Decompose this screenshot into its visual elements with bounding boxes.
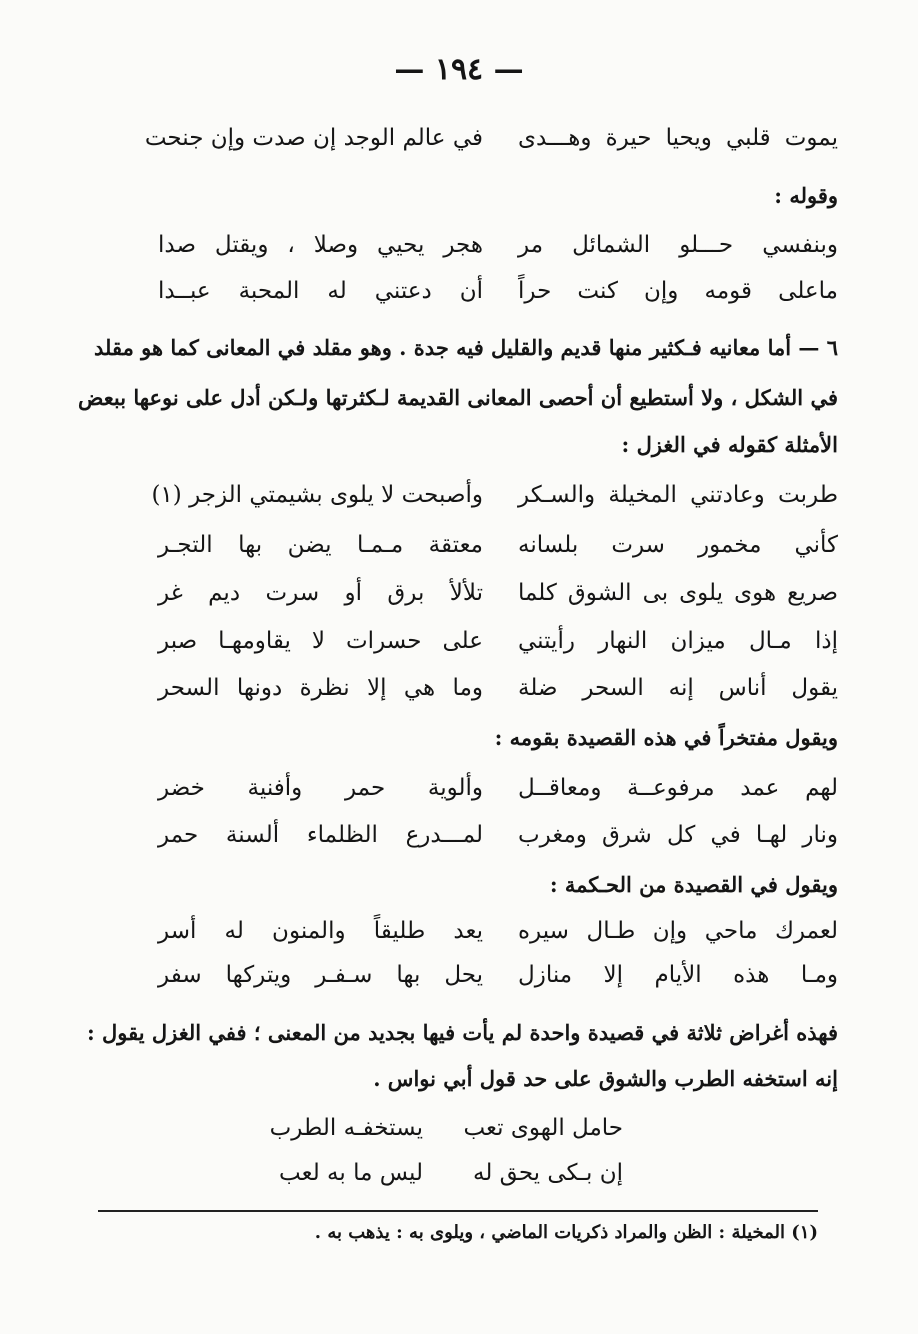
verse-line <box>278 1160 623 1200</box>
verse-line <box>158 232 838 272</box>
verse-first-hemistich: ماعلى قومه وإن كنت حراً <box>518 278 838 304</box>
verse-line <box>269 1115 623 1155</box>
verse-first-hemistich: إن بـكى يحق له <box>473 1160 623 1186</box>
verse-first-hemistich: طربت وعادتني المخيلة والسـكر <box>518 482 838 508</box>
verse-second-hemistich: يستخفـه الطرب <box>269 1115 423 1141</box>
verse-first-hemistich: لعمرك ماحي وإن طـال سيره <box>518 918 838 944</box>
verse-first-hemistich: حامل الهوى تعب <box>463 1115 623 1141</box>
verse-first-hemistich: صريع هوى يلوى بى الشوق كلما <box>518 580 838 606</box>
verse-line <box>158 628 838 668</box>
paragraph-line: في الشكل ، ولا أستطيع أن أحصى المعانى القديمة لـكثرتها ولـكن أدل على نوعها ببعض <box>78 385 838 410</box>
verse-first-hemistich: إذا مـال ميزان النهار رأيتني <box>518 628 838 654</box>
paragraph-line: الأمثلة كقوله في الغزل : <box>621 432 838 457</box>
verse-first-hemistich: كأني مخمور سرت بلسانه <box>518 532 838 558</box>
verse-second-hemistich: وألوية حمر وأفنية خضر <box>158 775 483 801</box>
verse-line <box>158 822 838 862</box>
verse-second-hemistich: على حسرات لا يقاومهـا صبر <box>158 628 483 654</box>
footnote: (١) المخيلة : الظن والمراد ذكريات الماضي ، ويلوى به : يذهب به . <box>314 1222 818 1243</box>
verse-second-hemistich: لمـــدرع الظلماء ألسنة حمر <box>158 822 483 848</box>
verse-second-hemistich: أن دعتني له المحبة عبــدا <box>158 278 483 304</box>
verse-line <box>158 775 838 815</box>
intro-text: وقوله : <box>774 183 838 208</box>
verse-second-hemistich: تلألأ برق أو سرت ديم غر <box>158 580 483 606</box>
verse-second-hemistich: هجر يحيي وصلا ، ويقتل صدا <box>158 232 483 258</box>
verse-line <box>158 962 838 1002</box>
verse-second-hemistich: وأصبحت لا يلوى بشيمتي الزجر (١) <box>151 482 483 508</box>
verse-second-hemistich: في عالم الوجد إن صدت وإن جنحت <box>144 125 483 151</box>
page-number: — ١٩٤ — <box>394 52 524 87</box>
intro-text: ويقول في القصيدة من الحـكمة : <box>549 872 838 897</box>
verse-second-hemistich: معتقة مـمـا يضن بها التجـر <box>158 532 483 558</box>
verse-line <box>144 125 838 165</box>
verse-first-hemistich: لهم عمد مرفوعــة ومعاقــل <box>518 775 838 801</box>
verse-line <box>158 918 838 958</box>
verse-line <box>158 532 838 572</box>
intro-text: ويقول مفتخراً في هذه القصيدة بقومه : <box>494 725 838 750</box>
verse-second-hemistich: وما هي إلا نظرة دونها السحر <box>158 675 483 701</box>
verse-line <box>158 580 838 620</box>
verse-first-hemistich: يموت قلبي ويحيا حيرة وهـــدى <box>518 125 838 151</box>
verse-first-hemistich: وبنفسي حـــلو الشمائل مر <box>518 232 838 258</box>
paragraph-line: ٦ — أما معانيه فـكثير منها قديم والقليل فيه جدة . وهو مقلد في المعانى كما هو مقلد <box>93 335 838 360</box>
verse-line <box>158 278 838 318</box>
paragraph-line: فهذه أغراض ثلاثة في قصيدة واحدة لم يأت فيها بجديد من المعنى ؛ ففي الغزل يقول : <box>86 1020 838 1045</box>
verse-second-hemistich: يحل بها سـفـر ويتركها سفر <box>158 962 483 988</box>
verse-second-hemistich: يعد طليقاً والمنون له أسر <box>158 918 483 944</box>
verse-first-hemistich: ونار لهـا في كل شرق ومغرب <box>518 822 838 848</box>
paragraph-line: إنه استخفه الطرب والشوق على حد قول أبي نواس . <box>373 1066 838 1091</box>
verse-line <box>151 482 838 522</box>
verse-line <box>158 675 838 715</box>
verse-second-hemistich: ليس ما به لعب <box>279 1160 423 1186</box>
verse-first-hemistich: يقول أناس إنه السحر ضلة <box>518 675 838 701</box>
verse-first-hemistich: ومـا هذه الأيام إلا منازل <box>518 962 838 988</box>
footnote-divider <box>98 1210 818 1212</box>
